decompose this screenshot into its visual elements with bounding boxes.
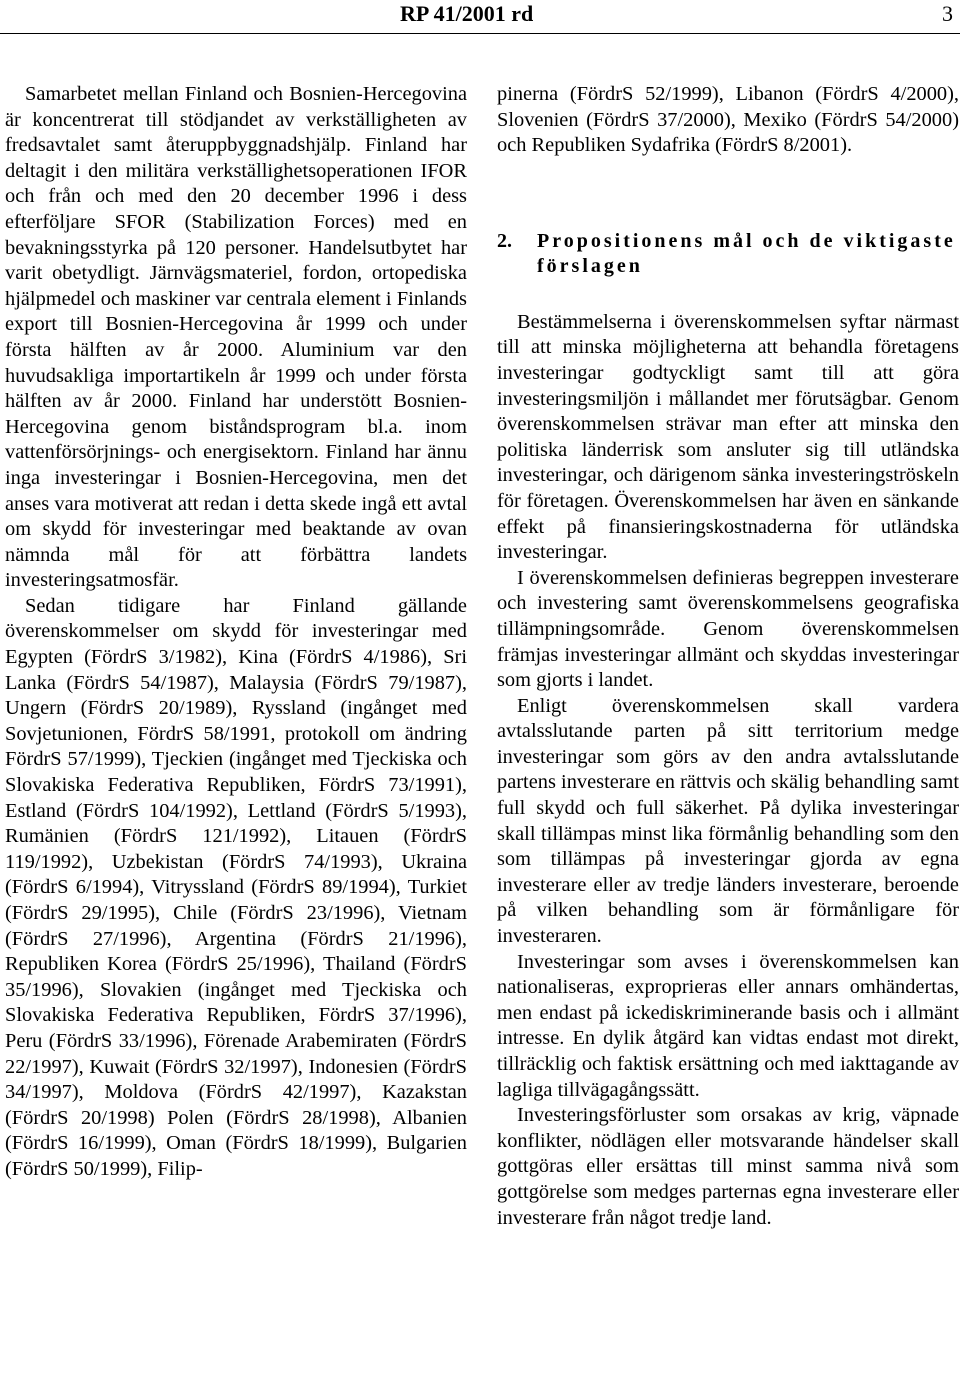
paragraph: Investeringar som avses i överenskommelsen kan nationaliseras, exproprieras eller annars omhändertas, men endast på ickediskriminerande basis och i allmänt intresse. En dylik åtgärd kan vidtas endast mot direkt, tillräcklig och faktisk ersättning och med iakttagande av lagliga tillvägagångssätt.	[497, 950, 959, 1101]
paragraph: Investeringsförluster som orsakas av krig, väpnade konflikter, nödlägen eller motsvarande händelser skall gottgöras eller ersättas till minst samma nivå som gottgörelse som medges parternas egna investerare eller investerare från något tredje land.	[497, 1104, 959, 1229]
left-column	[5, 82, 467, 1183]
paragraph-continuation: pinerna (FördrS 52/1999), Libanon (FördrS 4/2000), Slovenien (FördrS 37/2000), Mexiko (FördrS 54/2000) och Republiken Sydafrika (FördrS 8/2001).	[497, 83, 959, 157]
header-rule	[0, 33, 960, 34]
paragraph: Bestämmelserna i överenskommelsen syftar närmast till att minska möjligheterna att behandla företagens investeringar godtyckligt samt till att göra investeringsmiljön i mållandet mer förutsägbar. Genom överenskommelsen strävar man efter att minska den politiska länderrisk som ansluter sig till utländska investeringar, och därigenom sänka investeringströskeln för företagen. Överenskommelsen har även en sänkande effekt på finansieringskostnaderna för utländska investeringar.	[497, 310, 959, 564]
paragraph: Samarbetet mellan Finland och Bosnien-Hercegovina är koncentrerat till stödjandet av verkställigheten av fredsavtalet samt återuppbyggnadshjälp. Finland har deltagit i den militära verkställighetsoperationen IFOR och från och med den 20 december 1996 i dess efterföljare SFOR (Stabilization Forces) med en bevakningsstyrka på 120 personer. Handelsutbytet har varit obetydligt. Järnvägsmateriel, fordon, ortopediska hjälpmedel och maskiner var centrala element i Finlands export till Bosnien-Hercegovina år 1999 och under första hälften av år 2000. Aluminium var den huvudsakliga importartikeln år 1999 och under första hälften av år 2000. Finland har understött Bosnien-Hercegovina genom biståndsprogram bl.a. inom vattenförsörjnings- och energisektorn. Finland har ännu inga investeringar i Bosnien-Hercegovina, men det anses vara motiverat att redan i detta skede ingå ett avtal om skydd för investeringar med beaktande av ovan nämnda mål för att förbättra landets investeringsatmosfär.	[5, 83, 467, 592]
right-column	[497, 82, 959, 1231]
page-number: 3	[942, 1, 953, 26]
paragraph: Enligt överenskommelsen skall vardera avtalsslutande parten på sitt territorium medge investeringar som görs av den andra avtalsslutande partens investerare en rättvis och skälig behandling samt full skydd och full säkerhet. På dylika investeringar skall tillämpas minst lika förmånlig behandling som den som tillämpas på investeringar gjorda av egna investerare eller av tredje länders investerare, beroende på vilken behandling som är förmånligare för investeraren.	[497, 694, 959, 948]
document-reference: RP 41/2001 rd	[400, 1, 534, 26]
section-heading	[497, 229, 959, 279]
section-title: Propositionens mål och de viktigaste förslagen	[537, 229, 956, 277]
paragraph: I överenskommelsen definieras begreppen investerare och investering samt överenskommelsens geografiska tillämpningsområde. Genom överenskommelsen främjas investeringar allmänt och skyddas investeringar som gjorts i landet.	[497, 566, 959, 692]
section-number: 2.	[497, 229, 512, 252]
paragraph: Sedan tidigare har Finland gällande överenskommelser om skydd för investeringar med Egypten (FördrS 3/1982), Kina (FördrS 4/1986), Sri Lanka (FördrS 54/1987), Malaysia (FördrS 79/1987), Ungern (FördrS 20/1989), Ryssland (ingånget med Sovjetunionen, FördrS 58/1991, protokoll om ändring FördrS 57/1999), Tjeckien (ingånget med Tjeckiska och Slovakiska Federativa Republiken, FördrS 73/1991), Estland (FördrS 104/1992), Lettland (FördrS 5/1993), Rumänien (FördrS 121/1992), Litauen (FördrS 119/1992), Uzbekistan (FördrS 74/1993), Ukraina (FördrS 6/1994), Vitryssland (FördrS 89/1994), Turkiet (FördrS 29/1995), Chile (FördrS 23/1996), Vietnam (FördrS 27/1996), Argentina (FördrS 21/1996), Republiken Korea (FördrS 25/1996), Thailand (FördrS 35/1996), Slovakien (ingånget med Tjeckiska och Slovakiska Federativa Republiken, FördrS 37/1996), Peru (FördrS 33/1996), Förenade Arabemiraten (FördrS 22/1997), Kuwait (FördrS 32/1997), Indonesien (FördrS 34/1997), Moldova (FördrS 42/1997), Kazakstan (FördrS 20/1998) Polen (FördrS 28/1998), Albanien (FördrS 16/1999), Oman (FördrS 18/1999), Bulgarien (FördrS 50/1999), Filip-	[5, 594, 467, 1180]
page-header	[0, 0, 960, 34]
